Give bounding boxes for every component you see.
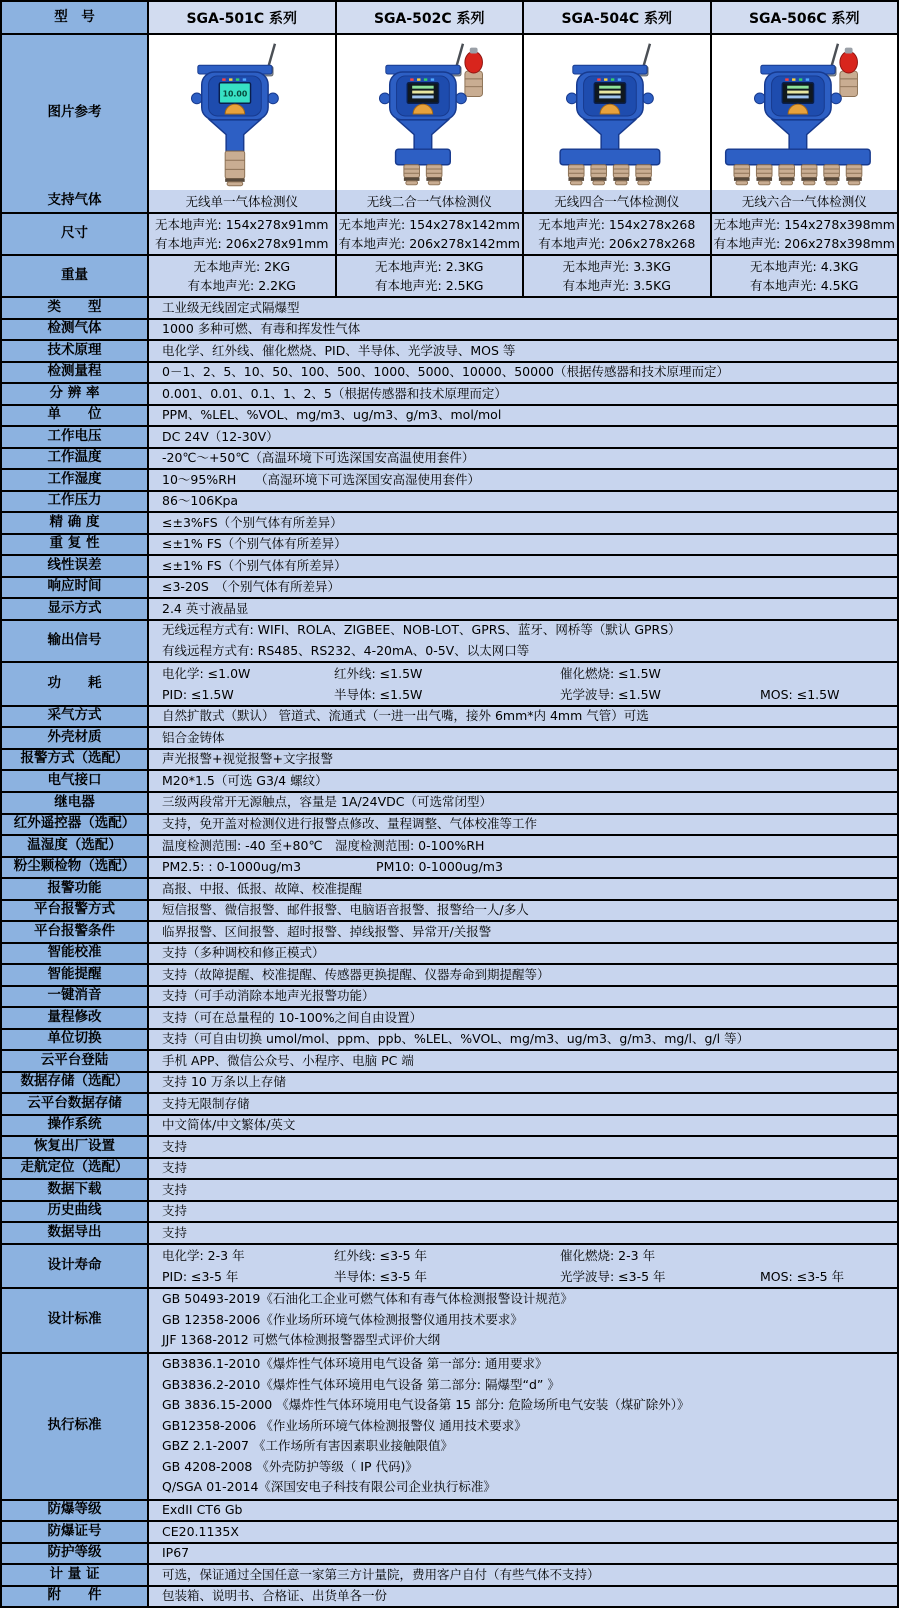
spec-row-linearity [2,554,897,576]
row-label-range: 检测量程 [2,363,149,383]
spec-row-temp-humid [2,834,897,856]
row-label-data-storage: 数据存储（选配） [2,1073,149,1093]
value-item: 光学波导: ≤1.5W [560,686,661,702]
value-item: 半导体: ≤1.5W [334,686,423,702]
row-value-alarm-mode: 声光报警+视觉报警+文字报警 [162,751,333,767]
spec-row-electrical-port [2,769,897,791]
row-support-gas-col1 [149,190,337,212]
spec-row-shell [2,726,897,748]
row-value-exec-std [149,1354,897,1499]
row-label-cloud-storage: 云平台数据存储 [2,1094,149,1114]
spec-row-platform-alarm-mode [2,899,897,921]
spec-row-power [2,661,897,705]
row-value-smart-remind: 支持（故障提醒、校准提醒、传感器更换提醒、仪器寿命到期提醒等） [162,966,550,982]
value-line: GB 3836.15-2000 《爆炸性气体环境用电气设备第 15 部分: 危险场所电气安装（煤矿除外）》 [162,1397,690,1413]
value-line: GB 50493-2019《石油化工企业可燃气体和有毒气体检测报警设计规范》 [162,1291,573,1307]
row-value-voltage: DC 24V（12-30V） [162,428,279,444]
gas-detector-illustration [524,40,710,190]
spec-row-dust [2,856,897,878]
row-label-os: 操作系统 [2,1116,149,1136]
spec-row-ir-remote [2,813,897,835]
spec-row-accessories [2,1585,897,1607]
value-item: 催化燃烧: ≤1.5W [560,665,661,681]
image-reference-row [2,33,897,190]
spec-row-os [2,1114,897,1136]
header-label-model: 型 号 [2,2,149,33]
row-label-history-curve: 历史曲线 [2,1202,149,1222]
spec-row-alarm-mode [2,748,897,770]
detector-image-sga-501c [149,35,337,190]
value-item: PID: ≤1.5W [162,686,234,702]
spec-row-accuracy [2,511,897,533]
value-item: 红外线: ≤3-5 年 [334,1247,428,1263]
value-line: 有本地声光: 206x278x142mm [338,236,520,251]
value-line-group [162,1266,891,1287]
row-value-range: 0－1、2、5、10、50、100、500、1000、5000、10000、50000（根据传感器和技术原理而定） [162,364,729,380]
spec-row-unit-switch [2,1028,897,1050]
spec-row-range [2,361,897,383]
row-value-resolution: 0.001、0.01、0.1、1、2、5（根据传感器和技术原理而定） [162,385,507,401]
value-line: 有本地声光: 3.5KG [562,278,671,293]
header-model-sga-506c: SGA-506C 系列 [712,2,898,33]
row-value-accuracy: ≤±3%FS（个别气体有所差异） [162,514,343,530]
row-label-lifespan: 设计寿命 [2,1245,149,1287]
value-item: 红外线: ≤1.5W [334,665,423,681]
value-line: 无线单一气体检测仪 [185,193,298,209]
row-weight-col1 [149,256,337,296]
row-weight-col4 [712,256,898,296]
row-label-range-modify: 量程修改 [2,1008,149,1028]
row-label-display: 显示方式 [2,599,149,619]
row-value-design-std [149,1289,897,1352]
spec-row-sampling [2,705,897,727]
row-label-smart-remind: 智能提醒 [2,965,149,985]
row-value-factory-reset: 支持 [162,1138,188,1154]
spec-row-pressure [2,490,897,512]
row-value-range-modify: 支持（可在总量程的 10-100%之间自由设置） [162,1009,423,1025]
value-item: PID: ≤3-5 年 [162,1268,239,1284]
row-value-alarm-func: 高报、中报、低报、故障、校准提醒 [162,880,363,896]
row-label-dust: 粉尘颗检物（选配） [2,858,149,878]
spec-row-output [2,619,897,661]
row-value-temp-humid: 温度检测范围: -40 至+80℃ 湿度检测范围: 0-100%RH [162,837,485,853]
value-line: GB12358-2006 《作业场所环境气体检测报警仪 通用技术要求》 [162,1417,527,1433]
row-label-exd-cert: 防爆证号 [2,1522,149,1542]
row-label-resolution: 分 辨 率 [2,384,149,404]
spec-row-display [2,597,897,619]
spec-row-principle [2,339,897,361]
row-value-platform-alarm-cond: 临界报警、区间报警、超时报警、掉线报警、异常开/关报警 [162,923,492,939]
spec-row-weight [2,254,897,296]
row-value-dust: PM2.5: : 0-1000ug/m3 PM10: 0-1000ug/m3 [162,859,503,875]
row-label-temperature: 工作温度 [2,449,149,469]
spec-row-size [2,212,897,254]
value-line: 无本地声光: 154x278x142mm [338,217,520,232]
spec-row-history-curve [2,1200,897,1222]
row-weight-col3 [524,256,712,296]
row-value-smart-cal: 支持（多种调校和修正模式） [162,945,325,961]
spec-row-data-download [2,1178,897,1200]
spec-row-cloud-login [2,1049,897,1071]
row-label-data-export: 数据导出 [2,1223,149,1243]
value-line: 无本地声光: 3.3KG [562,259,671,274]
row-label-output: 输出信号 [2,621,149,661]
spec-row-lifespan [2,1243,897,1287]
row-value-relay: 三级两段常开无源触点，容量是 1A/24VDC（可选常闭型） [162,794,492,810]
row-value-unit: PPM、%LEL、%VOL、mg/m3、ug/m3、g/m3、mol/mol [162,407,502,423]
spec-row-relay [2,791,897,813]
spec-row-unit [2,404,897,426]
spec-row-one-key-mute [2,985,897,1007]
row-value-nav-position: 支持 [162,1160,188,1176]
row-value-output [149,621,897,661]
row-label-design-std: 设计标准 [2,1289,149,1352]
spec-row-smart-cal [2,942,897,964]
spec-row-detect-gas [2,318,897,340]
row-label-detect-gas: 检测气体 [2,320,149,340]
value-item: MOS: ≤1.5W [760,686,840,702]
row-label-size: 尺寸 [2,214,149,254]
row-label-factory-reset: 恢复出厂设置 [2,1137,149,1157]
value-line-group [162,663,891,684]
spec-row-resolution [2,382,897,404]
row-label-type: 类 型 [2,298,149,318]
spec-row-smart-remind [2,963,897,985]
spec-row-design-std [2,1287,897,1352]
row-label-principle: 技术原理 [2,341,149,361]
row-label-one-key-mute: 一键消音 [2,987,149,1007]
image-row-label: 图片参考 [2,35,149,190]
spec-row-data-storage [2,1071,897,1093]
spec-row-ip-grade [2,1542,897,1564]
row-label-unit-switch: 单位切换 [2,1030,149,1050]
row-value-sampling: 自然扩散式（默认） 管道式、流通式（一进一出气嘴，接外 6mm*内 4mm 气管）可选 [162,708,649,724]
spec-row-exd-grade [2,1499,897,1521]
row-label-shell: 外壳材质 [2,728,149,748]
value-line: 无本地声光: 154x278x398mm [713,217,895,232]
row-value-lifespan [149,1245,897,1287]
value-line: 有本地声光: 206x278x398mm [713,236,895,251]
row-value-cloud-login: 手机 APP、微信公众号、小程序、电脑 PC 端 [162,1052,414,1068]
spec-row-repeatability [2,533,897,555]
row-weight-col2 [337,256,525,296]
header-model-sga-501c: SGA-501C 系列 [149,2,337,33]
row-label-metrology-cert: 计 量 证 [2,1565,149,1585]
value-line: 无线远程方式有: WIFI、ROLA、ZIGBEE、NOB-LOT、GPRS、蓝牙、网桥等（默认 GPRS） [162,622,681,637]
spec-row-nav-position [2,1157,897,1179]
row-label-accessories: 附 件 [2,1587,149,1607]
row-label-accuracy: 精 确 度 [2,513,149,533]
value-line: GB 4208-2008 《外壳防护等级（ IP 代码)》 [162,1458,418,1474]
row-label-platform-alarm-mode: 平台报警方式 [2,901,149,921]
row-label-power: 功 耗 [2,663,149,705]
row-label-voltage: 工作电压 [2,427,149,447]
value-line: 无本地声光: 2KG [193,259,291,274]
row-size-col3 [524,214,712,254]
spec-row-exd-cert [2,1520,897,1542]
row-label-support-gas: 支持气体 [2,190,149,212]
row-value-exd-grade: ExdII CT6 Gb [162,1502,243,1518]
row-label-alarm-func: 报警功能 [2,879,149,899]
spec-row-temperature [2,447,897,469]
row-value-os: 中文简体/中文繁体/英文 [162,1117,296,1133]
row-value-ir-remote: 支持，免开盖对检测仪进行报警点修改、量程调整、气体校准等工作 [162,816,538,832]
row-value-data-export: 支持 [162,1224,188,1240]
row-label-cloud-login: 云平台登陆 [2,1051,149,1071]
row-label-relay: 继电器 [2,793,149,813]
row-label-linearity: 线性误差 [2,556,149,576]
value-line: 无本地声光: 4.3KG [750,259,859,274]
row-value-one-key-mute: 支持（可手动消除本地声光报警功能） [162,988,375,1004]
row-label-nav-position: 走航定位（选配） [2,1159,149,1179]
detector-image-sga-502c [337,35,525,190]
value-line: GBZ 2.1-2007 《工作场所有害因素职业接触限值》 [162,1438,453,1454]
row-support-gas-col3 [524,190,712,212]
row-label-temp-humid: 温湿度（选配） [2,836,149,856]
row-size-col1 [149,214,337,254]
row-value-repeatability: ≤±1% FS（个别气体有所差异） [162,536,347,552]
value-item: 催化燃烧: 2-3 年 [560,1247,656,1263]
row-value-pressure: 86～106Kpa [162,493,239,509]
row-value-data-storage: 支持 10 万条以上存储 [162,1074,286,1090]
row-value-cloud-storage: 支持无限制存储 [162,1095,250,1111]
row-value-type: 工业级无线固定式隔爆型 [162,299,300,315]
value-line: 有本地声光: 4.5KG [750,278,859,293]
spec-row-range-modify [2,1006,897,1028]
row-size-col2 [337,214,525,254]
spec-row-response [2,576,897,598]
row-value-ip-grade: IP67 [162,1545,190,1561]
detector-image-sga-504c [524,35,712,190]
row-value-electrical-port: M20*1.5（可选 G3/4 螺纹） [162,772,328,788]
row-label-unit: 单 位 [2,406,149,426]
value-line: Q/SGA 01-2014《深国安电子科技有限公司企业执行标准》 [162,1479,496,1495]
spec-row-voltage [2,425,897,447]
row-label-alarm-mode: 报警方式（选配） [2,750,149,770]
row-label-weight: 重量 [2,256,149,296]
row-value-humidity: 10～95%RH （高湿环境下可选深国安高湿使用套件） [162,471,481,487]
value-line: JJF 1368-2012 可燃气体检测报警器型式评价大纲 [162,1332,441,1348]
spec-row-platform-alarm-cond [2,920,897,942]
row-label-ir-remote: 红外遥控器（选配） [2,815,149,835]
table-header-row [2,2,897,33]
row-value-history-curve: 支持 [162,1203,188,1219]
spec-row-metrology-cert [2,1563,897,1585]
row-label-exec-std: 执行标准 [2,1354,149,1499]
row-label-data-download: 数据下载 [2,1180,149,1200]
detector-image-sga-506c [712,35,898,190]
row-value-display: 2.4 英寸液晶显 [162,600,249,616]
gas-detector-illustration [712,40,898,190]
spec-row-type [2,296,897,318]
row-value-shell: 铝合金铸体 [162,729,225,745]
value-line: 无线二合一气体检测仪 [366,193,492,209]
row-value-platform-alarm-mode: 短信报警、微信报警、邮件报警、电脑语音报警、报警给一人/多人 [162,902,529,918]
row-support-gas-col4 [712,190,898,212]
svg-text:10.00: 10.00 [222,89,248,99]
row-value-linearity: ≤±1% FS（个别气体有所差异） [162,557,347,573]
row-label-pressure: 工作压力 [2,492,149,512]
row-label-platform-alarm-cond: 平台报警条件 [2,922,149,942]
value-line-group [162,684,891,705]
value-item: 电化学: 2-3 年 [162,1247,245,1263]
value-line: GB3836.2-2010《爆炸性气体环境用电气设备 第二部分: 隔爆型“d” 》 [162,1376,560,1392]
value-line: 有本地声光: 2.2KG [187,278,296,293]
spec-row-data-export [2,1221,897,1243]
value-line: 无本地声光: 154x278x91mm [155,217,329,232]
row-value-accessories: 包装箱、说明书、合格证、出货单各一份 [162,1588,388,1604]
row-value-unit-switch: 支持（可自由切换 umol/mol、ppm、ppb、%LEL、%VOL、mg/m3、ug/m3、g/m3、mg/l、g/l 等） [162,1031,750,1047]
value-line: 无本地声光: 2.3KG [375,259,484,274]
value-line: 有线远程方式有: RS485、RS232、4-20mA、0-5V、以太网口等 [162,642,530,658]
value-line: 有本地声光: 206x278x268 [538,236,696,251]
value-line: 无本地声光: 154x278x268 [538,217,696,232]
row-value-power [149,663,897,705]
row-size-col4 [712,214,898,254]
value-item: 电化学: ≤1.0W [162,665,251,681]
row-value-detect-gas: 1000 多种可燃、有毒和挥发性气体 [162,321,361,337]
row-value-data-download: 支持 [162,1181,188,1197]
value-item: MOS: ≤3-5 年 [760,1268,845,1284]
row-value-principle: 电化学、红外线、催化燃烧、PID、半导体、光学波导、MOS 等 [162,342,516,358]
value-line: GB3836.1-2010《爆炸性气体环境用电气设备 第一部分: 通用要求》 [162,1356,548,1372]
gas-detector-illustration [337,40,523,190]
gas-detector-illustration [149,40,335,190]
row-value-metrology-cert: 可选，保证通过全国任意一家第三方计量院，费用客户自付（有些气体不支持） [162,1566,600,1582]
row-label-repeatability: 重 复 性 [2,535,149,555]
value-line: 无线四合一气体检测仪 [554,193,680,209]
spec-row-exec-std [2,1352,897,1499]
value-line-group [162,1245,891,1266]
row-value-exd-cert: CE20.1135X [162,1523,239,1539]
spec-row-humidity [2,468,897,490]
value-line: 有本地声光: 2.5KG [375,278,484,293]
value-item: 半导体: ≤3-5 年 [334,1268,428,1284]
spec-row-factory-reset [2,1135,897,1157]
row-label-ip-grade: 防护等级 [2,1544,149,1564]
spec-row-cloud-storage [2,1092,897,1114]
row-label-sampling: 采气方式 [2,707,149,727]
row-value-temperature: -20℃～+50℃（高温环境下可选深国安高温使用套件） [162,450,475,466]
row-support-gas-col2 [337,190,525,212]
header-model-sga-504c: SGA-504C 系列 [524,2,712,33]
value-line: 有本地声光: 206x278x91mm [155,236,329,251]
spec-row-alarm-func [2,877,897,899]
value-item: 光学波导: ≤3-5 年 [560,1268,666,1284]
header-model-sga-502c: SGA-502C 系列 [337,2,525,33]
value-line: GB 12358-2006《作业场所环境气体检测报警仪通用技术要求》 [162,1311,523,1327]
row-label-exd-grade: 防爆等级 [2,1501,149,1521]
value-line: 无线六合一气体检测仪 [741,193,867,209]
spec-row-support-gas [2,190,897,212]
row-label-smart-cal: 智能校准 [2,944,149,964]
spec-rows-container [2,190,897,1606]
row-label-electrical-port: 电气接口 [2,771,149,791]
row-label-response: 响应时间 [2,578,149,598]
row-label-humidity: 工作湿度 [2,470,149,490]
row-value-response: ≤3-20S （个别气体有所差异） [162,579,341,595]
